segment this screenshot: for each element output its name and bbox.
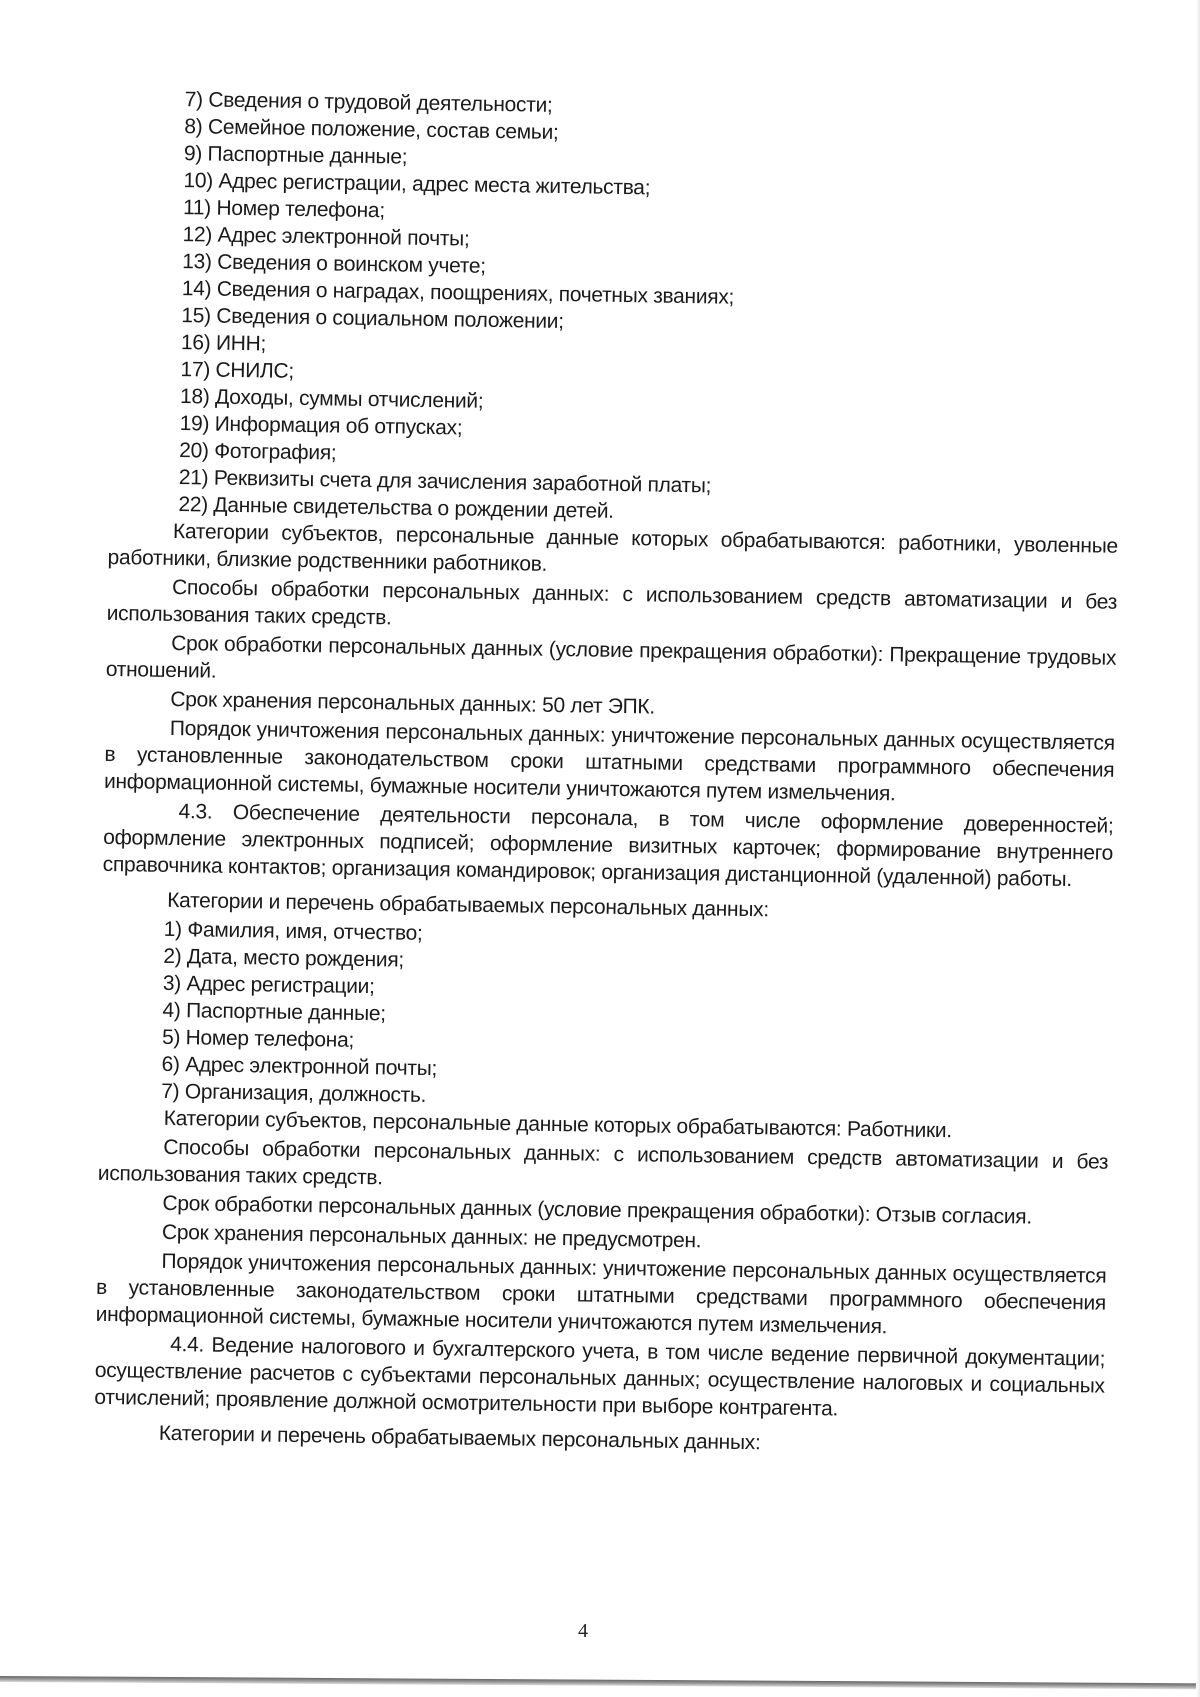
list-item: 7) Сведения о трудовой деятельности; (184, 88, 553, 117)
subjects-paragraph: Категории субъектов, персональные данные которых обрабатываются: Работники. (163, 1106, 953, 1143)
list-item: 3) Адрес регистрации; (162, 971, 375, 999)
list-item: 17) СНИЛС; (180, 358, 295, 383)
list-item: 21) Реквизиты счета для зачисления заработной платы; (178, 466, 712, 498)
list-item: 13) Сведения о воинском учете; (182, 250, 486, 278)
destruction-paragraph: Порядок уничтожения персональных данных: уничтожение персональных данных осуществляется в установленные законодательством сроки штатными средствами программного обеспечения информационной системы, бумажные носители уничтожаются путем измельчения. (95, 1249, 1107, 1339)
section-4-3-list-title: Категории и перечень обрабатываемых персональных данных: (167, 888, 770, 922)
list-item: 19) Информация об отпусках; (179, 412, 463, 440)
list-item: 11) Номер телефона; (182, 196, 386, 223)
list-item: 15) Сведения о социальном положении; (181, 304, 564, 334)
subjects-paragraph: Категории субъектов, персональные данные которых обрабатываются: работники, уволенные работники, близкие родственники работников. (107, 519, 1119, 576)
section-4-3-list (99, 915, 1112, 1120)
list-item: 16) ИНН; (180, 331, 267, 356)
list-item: 9) Паспортные данные; (183, 142, 408, 169)
list-item: 1) Фамилия, имя, отчество; (163, 917, 423, 945)
list-item: 2) Дата, место рождения; (163, 944, 405, 972)
list-item: 8) Семейное положение, состав семьи; (184, 115, 559, 144)
list-item: 5) Номер телефона; (161, 1025, 355, 1052)
list-item: 10) Адрес регистрации, адрес места жительства; (183, 169, 651, 200)
methods-paragraph: Способы обработки персональных данных: с использованием средств автоматизации и без использования таких средств. (97, 1135, 1109, 1190)
section-4-3-heading: 4.3. Обеспечение деятельности персонала, в том числе оформление доверенностей; оформление электронных подписей; оформление визитных карточек; формирование внутреннего справочника контактов; организация командировок; организация дистанционной (удаленной) работы. (102, 800, 1114, 892)
list-item: 20) Фотография; (179, 439, 337, 465)
scan-bottom-edge (0, 1676, 1200, 1689)
processing-term-paragraph: Срок обработки персональных данных (условие прекращения обработки): Отзыв согласия. (162, 1191, 1033, 1229)
section-4-4-list-title: Категории и перечень обрабатываемых персональных данных: (158, 1421, 761, 1455)
section-4-4-heading: 4.4. Ведение налогового и бухгалтерского учета, в том числе ведение первичной документации; осуществление расчетов с субъектами персональных данных; осуществление налоговых и социальных отчислений; проявление должной осмотрительности при выборе контрагента. (94, 1333, 1106, 1421)
list-item: 22) Данные свидетельства о рождении детей. (178, 493, 614, 523)
personal-data-list-continued (108, 85, 1125, 533)
list-item: 12) Адрес электронной почты; (182, 223, 470, 251)
scan-right-edge (1196, 0, 1200, 1697)
processing-term-paragraph: Срок обработки персональных данных (условие прекращения обработки): Прекращение трудовых отношений. (105, 631, 1117, 683)
methods-paragraph: Способы обработки персональных данных: с использованием средств автоматизации и без использования таких средств. (106, 575, 1118, 630)
list-item: 6) Адрес электронной почты; (161, 1052, 438, 1081)
page-content (94, 85, 1125, 1464)
storage-term-paragraph: Срок хранения персональных данных: 50 лет ЭПК. (170, 687, 656, 719)
list-item: 4) Паспортные данные; (162, 998, 386, 1026)
page-number: 4 (578, 1620, 588, 1642)
list-item: 14) Сведения о наградах, поощрениях, почетных званиях; (181, 277, 735, 309)
list-item: 7) Организация, должность. (161, 1079, 427, 1108)
destruction-paragraph: Порядок уничтожения персональных данных: уничтожение персональных данных осуществляется в установленные законодательством сроки штатными средствами программного обеспечения информационной системы, бумажные носители уничтожаются путем измельчения. (103, 716, 1115, 806)
list-item: 18) Доходы, суммы отчислений; (179, 385, 484, 413)
storage-term-paragraph: Срок хранения персональных данных: не предусмотрен. (161, 1220, 702, 1253)
